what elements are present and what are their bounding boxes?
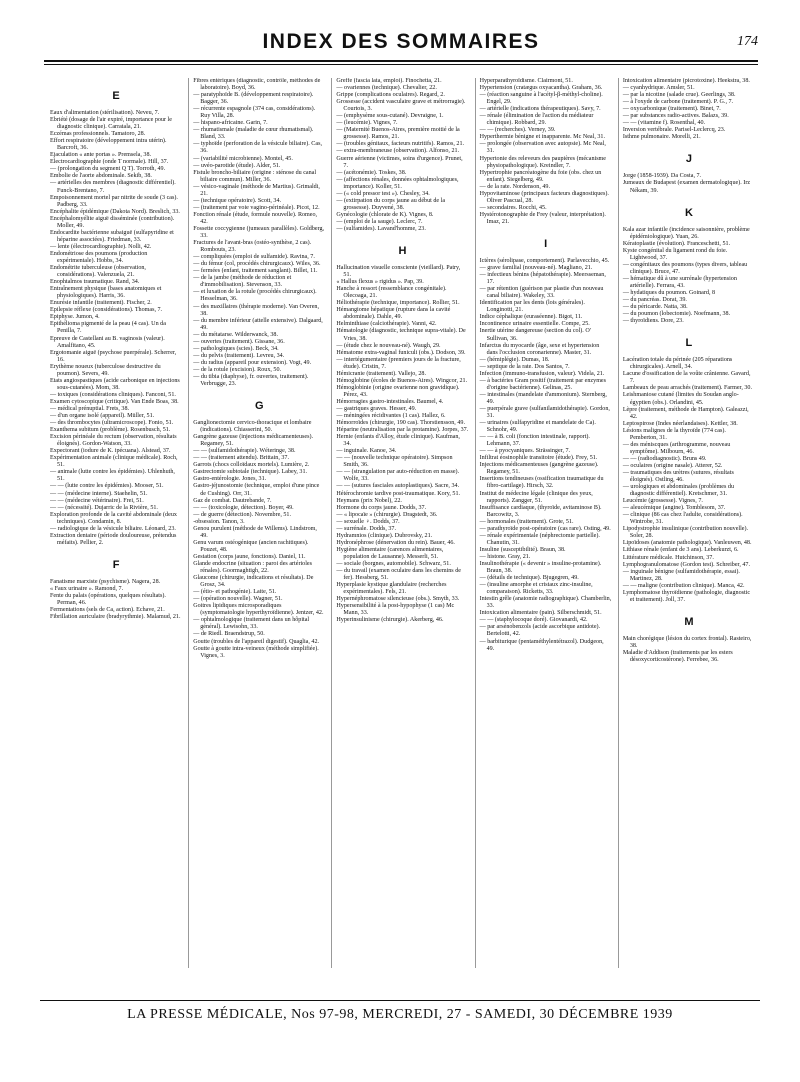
index-entry: — (Maternité Buenos-Aires, première moitié de la grossesse). Ramos, 21.: [336, 127, 460, 141]
index-entry: Expérimentation animale (clinique médicale). Roch, 51.: [50, 455, 178, 469]
index-entry: Jumeaux de Budapest (examen dermatologique). Irz Nékam, 39.: [622, 180, 751, 194]
section-letter: G: [255, 400, 264, 413]
index-entry: — puerpérale grave (sulfanilamidothérapie). Gordon, 31.: [479, 405, 610, 420]
index-entry: Fermentations (sels de Ca, action). Echave, 21.: [50, 607, 165, 614]
index-entry: — histone. Gray, 21.: [479, 553, 531, 560]
index-entry: — lente (électrocardiographie). Nolli, 42.: [50, 243, 152, 250]
index-entry: Heymans (prix Nobel), 22.: [336, 497, 402, 504]
index-entry: — congénitaux des poumons (types divers, tableau clinique). Bruce, 47.: [622, 261, 748, 275]
index-entry: — — (nouvelle technique opératoire). Simpson Smith, 36.: [336, 455, 453, 469]
index-entry: Gastro-entérologie. Jones, 31.: [193, 476, 267, 483]
header-rule-thin: [44, 64, 758, 65]
index-entry: Kala azar infantile (incidence saisonnière, problème épidémiologique). Yuan, 26.: [622, 226, 750, 240]
index-entry: Lithiase rénale (enfant de 3 ans). Leberkurzt, 6.: [622, 547, 739, 554]
index-entry: — du tibia (diaphyse), fr. ouvertes, traitement). Verbrugge, 23.: [193, 373, 309, 388]
index-entry: — (emploi de la sauge). Leclerc, 7.: [336, 218, 423, 225]
index-entry: Examen cytoscopique (critique). Van Ende Boas, 38.: [50, 398, 179, 405]
index-entry: Intoxication alimentaire (pain). Silberschmidt, 51.: [479, 610, 602, 617]
index-entry: — — (sutures fasciales autoplastiques). Sacre, 34.: [336, 483, 460, 490]
index-entry: Gastro-jéjunostomie (technique, emploi d'une pince de Cushing). Orr, 31.: [193, 483, 320, 497]
index-entry: Genu varum ostéogénique (ancien rachitiques). Pouzet, 48.: [193, 539, 309, 553]
index-entry: Endocardite bactérienne subaiguë (sulfapyridine et héparine associées). Friedman, 33.: [50, 229, 174, 243]
index-entry: Isthme pulmonaire. Morelli, 21.: [622, 134, 701, 141]
index-entry: — (« cold pressor test »). Chesley, 34.: [336, 190, 430, 197]
index-entry: — (traitement par voie vagino-périnéale). Picot, 12.: [193, 204, 320, 211]
index-entry: — inguinale bénigne (sulfamidothérapie, essai). Martinez, 28.: [622, 568, 740, 582]
index-entry: — — à B. coli (fonction intestinale, rapport). Lehmann, 37.: [479, 434, 590, 448]
index-entry: Epilepsie réflexe (considérations). Thomas, 7.: [50, 307, 163, 314]
section-letter: E: [112, 90, 120, 102]
index-entry: Lipoïdoses (anatomie pathologique). Vanleuwen, 48.: [622, 540, 752, 547]
index-entry: Intestin grêle (anatomie radiographique). Chamberlin, 33.: [479, 596, 612, 610]
index-entry: — hispano-africaine. Garin, 7.: [193, 120, 268, 127]
index-entry: — — (médecine interne). Staehelin, 51.: [50, 490, 148, 497]
index-entry: — par la nicotine (salade crue). Geerlings, 38.: [622, 92, 736, 99]
index-entry: — (acétonémie). Toskes, 38.: [336, 169, 407, 176]
index-entry: — clinique (86 cas chez l'adulte, considérations). Wintrobe, 31.: [622, 512, 743, 526]
index-entry: Lésions malignes de la thyroïde (774 cas). Pemberton, 31.: [622, 427, 726, 441]
index-column: [331, 78, 468, 968]
index-entry: — cyanhydrique. Amsler, 51.: [622, 85, 695, 92]
index-entry: Eaux d'alimentation (stérilisation). Neveu, 7.: [50, 110, 160, 116]
index-entry: Insertions tendineuses (ossification traumatique du fibro-cartilage). Hirsch, 32.: [479, 476, 604, 490]
index-entry: — (extirpation du corps jaune au début de la grossesse). Duyvené, 38.: [336, 197, 446, 211]
index-entry: — septique de la rate. Dos Santos, 7.: [479, 363, 570, 370]
index-columns: [50, 78, 755, 968]
index-entry: Epithélioma pigmenté de la peau (4 cas). Un da Penilla, 7.: [50, 321, 166, 335]
index-entry: — urologiques et abdominales (problèmes du diagnostic différentiel). Kretschmer, 31.: [622, 484, 734, 498]
index-entry: Goitres lipidiques microsporadiques (symptomatologie hyperthyroïdienne). Jentzer, 42.: [193, 603, 324, 617]
index-entry: Leptospirose (Indes néerlandaises). Kettler, 38.: [622, 420, 738, 427]
index-entry: — pathologiques (scies). Beck, 34.: [193, 345, 279, 352]
index-entry: — rénale expérimentale (néphrectomie partielle). Chanutin, 31.: [479, 532, 600, 546]
index-entry: Lacération totale du périnée (205 réparations chirurgicales). Arnell, 34.: [622, 357, 733, 371]
index-entry: — de la rate. Nordenson, 49.: [479, 183, 551, 190]
index-entry: — intestinales (mandelate d'ammonium). Sternberg, 49.: [479, 391, 607, 405]
index-entry: — du radius (appareil pour extension). Vogt, 49.: [193, 359, 312, 366]
index-entry: Hémicranie (traitement). Vallejo, 28.: [336, 370, 426, 377]
index-entry: — thyroïdiens. Dore, 23.: [622, 318, 684, 325]
index-entry: — oxycarbonique (traitement). Binet, 7.: [622, 106, 721, 113]
index-entry: Hystérotonographie de Frey (valeur, interprétation). Imaz, 21.: [479, 211, 606, 225]
index-entry: Glaucome (chirurgie, indications et résultats). De Grosz, 34.: [193, 575, 314, 589]
index-entry: — (troubles génitaux, facteurs nutritifs). Ramos, 21.: [336, 141, 465, 148]
index-entry: Hypertrophie pancréatogène du foie (obs. chez un enfant). Siegelberg, 49.: [479, 169, 602, 183]
index-entry: Hypernéphromatose silencieuse (obs.). Smyth, 33.: [336, 596, 460, 603]
index-entry: — à bactéries Gram positif (traitement par enzymes d'origine bactérienne). Gelinas, 25.: [479, 377, 607, 391]
index-entry: Enurésie infantile (traitement). Fischer, 2.: [50, 300, 152, 307]
index-entry: — fermées (enfant, traitement sanglant). Billet, 11.: [193, 268, 318, 275]
index-entry: — du poumon (lobectomie). Noefmann, 38.: [622, 311, 731, 318]
index-entry: Intoxication alimentaire (picrotoxine). Heekstra, 38.: [622, 78, 750, 84]
index-entry: — des méniscques (arthrogramme, nouveau symptôme). Milbourn, 46.: [622, 441, 731, 455]
index-entry: Ganglionectomie cervico-thoracique et lombaire (indications). Chiasserini, 50.: [193, 420, 312, 434]
index-entry: Ejaculation « ante portas ». Premsela, 38.: [50, 152, 152, 159]
index-entry: Infarctus du myocarde (âge, sexe et hypertension dans l'occlusion coronarienne). Master, 31.: [479, 342, 600, 356]
index-entry: Exanthema subitum (problème). Rosenbusch, 51.: [50, 427, 171, 434]
index-entry: — animale (lutte contre les épidémies). Uhlenhuth, 51.: [50, 469, 175, 483]
index-entry: Identification par les dents (lois générales). Longinotti, 21.: [479, 300, 585, 314]
index-entry: Fractures de l'avant-bras (ostéo-synthèse, 2 cas). Rombouts, 23.: [193, 240, 312, 254]
index-entry: — compliquées (emploi de sulfamide). Ravina, 7.: [193, 254, 315, 261]
index-entry: Encéphalite épidémique (Dakota Nord). Breslich, 33.: [50, 208, 180, 215]
index-entry: — typhoïde (perforation de la vésicule biliaire). Cas, 36.: [193, 141, 322, 155]
index-entry: Ebriété (dosage de l'air expiré, importance pour le diagnostic clinique). Carratala, 21.: [50, 117, 172, 131]
index-entry: — méningées récidivantes (1 cas). Hallez, 6.: [336, 413, 446, 420]
index-entry: — secondaires. Rocchi, 45.: [479, 204, 547, 211]
index-entry: Hernie (enfants d'Alloy, étude clinique). Kaufman, 34.: [336, 434, 460, 448]
index-entry: Hémorroïdes (chirurgie, 190 cas). Thorstiensson, 49.: [336, 420, 465, 427]
index-column: [188, 78, 325, 968]
section-letter: L: [685, 337, 693, 350]
index-entry: — récurrente espagnole (374 cas, considérations). Ruy Villa, 28.: [193, 106, 316, 120]
index-entry: Fanatisme marxiste (psychisme). Nagera, 28.: [50, 578, 161, 585]
index-entry: — extra-membraneuse (observation). Alfonso, 21.: [336, 148, 460, 155]
index-column: [618, 78, 755, 968]
index-entry: — du pelvis (traitement). Levreu, 34.: [193, 352, 285, 359]
index-entry: Lacune d'ossification de la voûte crânienne. Gavard, 7.: [622, 371, 751, 385]
index-entry: — de Riedl. Braendstrup, 50.: [193, 631, 265, 638]
index-entry: — (insuline amorphe et cristaux zinc-insuline, comparaison). Ricketts, 33.: [479, 582, 593, 596]
page-title: INDEX DES SOMMAIRES: [262, 30, 540, 53]
index-entry: Indice céphalique (euraséenne). Bigot, 11.: [479, 314, 583, 321]
index-entry: — artérielle (indications thérapeutiques). Savy, 7.: [479, 106, 601, 113]
section-letter: H: [398, 245, 407, 258]
index-entry: Hypertonie des releveurs des paupières (mécanisme physiopathologique). Kreindler, 7.: [479, 155, 607, 169]
index-entry: Fistule broncho-biliaire (origine : sténose du canal biliaire commun). Miller, 36.: [193, 169, 317, 183]
index-entry: Insuffisance cardiaque, (thyroïde, avitaminose B). Barcowitz, 3.: [479, 504, 602, 518]
index-entry: Incontinence urinaire essentielle. Compe, 25.: [479, 321, 590, 328]
index-entry: — « lipocaïe » (chirurgie). Dragstedt, 36.: [336, 511, 438, 518]
index-entry: Hyperplasie kystique glandulaire (recherches expérimentales). Fels, 21.: [336, 582, 447, 596]
index-entry: — — (strangulation par auto-réduction en masse). Wolfe, 33.: [336, 469, 460, 483]
index-entry: — — (toxicologie, détection). Boyer, 49.: [193, 504, 294, 511]
page-header: [44, 30, 758, 64]
index-column: [475, 78, 612, 968]
index-entry: Gaz de combat. Dautrebande, 7.: [193, 497, 272, 504]
index-entry: Hémorragies gastro-intestinales. Baumel, 4.: [336, 398, 444, 405]
index-entry: Kyste congénital du ligament rond du foie. Lightwood, 37.: [622, 247, 728, 261]
section-letter: K: [684, 206, 693, 219]
index-entry: — surrénale. Dodds, 37.: [336, 525, 396, 532]
index-entry: Jorge (1858-1939). Da Costa, 7.: [622, 173, 702, 180]
index-entry: — (sulfamides). Lavand'homme, 23.: [336, 225, 426, 232]
index-entry: — prolongée (observation avec autopsie). Mc Neal, 31.: [479, 141, 606, 155]
index-entry: — (prolongation du segment Q T). Torroth, 49.: [50, 166, 166, 173]
index-entry: Ergotomanie aiguë (psychose puerpérale). Scherrer, 16.: [50, 349, 177, 363]
index-entry: Grossesse (accident vasculaire grave et métrorragie). Courtois, 3.: [336, 99, 466, 113]
index-entry: — du pancréas. Dorat, 39.: [622, 297, 687, 304]
index-entry: — des maxillaires (thérapie moderne). Van Overen, 38.: [193, 303, 319, 317]
index-entry: Genou purulent (méthode de Willems). Lindstrom, 49.: [193, 525, 317, 539]
section-letter: I: [544, 237, 548, 250]
index-entry: — du péricarde. Natta, 38.: [622, 304, 688, 311]
index-entry: Gestation (corps jaune, fonctions). Daniel, 11.: [193, 553, 306, 560]
index-entry: Guerre aérienne (victimes, soins d'urgence). Prunet, 7.: [336, 155, 463, 169]
index-entry: — hydatiques du poumon. Goinard, 8: [622, 289, 716, 296]
index-entry: Epreuve de Castellani au B. vaginosis (valeur). Amalfitano, 45.: [50, 335, 165, 349]
index-entry: — — (lutte contre les épidémies). Mooser, 51.: [50, 483, 164, 490]
index-entry: Excision périnéale du rectum (observation, résultats éloignés). Gordon-Watson, 33.: [50, 434, 177, 448]
index-entry: — de la rotule (excision). Roux, 50.: [193, 366, 282, 373]
index-entry: Lipodystrophie insulinique (contribution nouvelle). Soler, 28.: [622, 526, 749, 540]
index-entry: Etats angiospastiques (acide carbonique en injections sous-cutanées). Mom, 38.: [50, 377, 180, 391]
index-entry: Grippe (complications oculaires). Regard, 2.: [336, 92, 445, 99]
index-entry: — rhumatismale (maladie de cœur rhumatismal). Bland, 33.: [193, 127, 314, 141]
index-entry: — ophtalmologique (traitement dans un hôpital général). Lewisohn, 33.: [193, 617, 310, 631]
index-entry: Epiphyse. Jumon, 4.: [50, 314, 100, 321]
index-entry: — (opération nouvelle). Wagner, 51.: [193, 596, 283, 603]
index-entry: Goutte (troubles de l'appareil digestif). Quaglia, 42.: [193, 638, 320, 645]
index-entry: — traumatiques des urètres (sutures, résultats éloignés). Ostling, 46.: [622, 469, 734, 484]
index-entry: Electrocardiographie (onde T normale). Hill, 37.: [50, 159, 169, 166]
index-entry: — inguinale. Kanoe, 34.: [336, 448, 397, 455]
index-entry: Hypovitaminose (principaux facteurs diagnostiques). Oliver Pascual, 28.: [479, 190, 609, 204]
index-entry: — et luxation de la rotule (procédés chirurgicaux). Hesselman, 36.: [193, 289, 317, 303]
page-footer: [40, 1000, 760, 1023]
index-entry: Exploration profonde de la cavité abdominale (deux techniques). Condamin, 8.: [50, 511, 177, 525]
footer-journal-line: LA PRESSE MÉDICALE, Nos 97-98, MERCREDI, 27 - SAMEDI, 30 DÉCEMBRE 1939: [127, 1007, 673, 1022]
index-entry: — (leucémie). Vignes, 7.: [336, 120, 398, 127]
index-entry: Infiltrat éosinophile transitoire (étude). Frey, 51.: [479, 455, 598, 462]
index-entry: Lambeaux de peau arrachés (traitement). Farmer, 30.: [622, 385, 752, 392]
index-entry: -obsession. Tanon, 3.: [193, 518, 245, 525]
index-entry: Embolie de l'aorte abdominale. Sekib, 38.: [50, 173, 152, 180]
index-entry: — aleucémique (angine). Tomblesom, 37.: [622, 505, 726, 512]
index-entry: — (étio- et pathogénie). Laite, 51.: [193, 589, 277, 596]
index-entry: Hydramnios (clinique). Dubrovsky, 21.: [336, 532, 433, 539]
index-entry: Extraction dentaire (période douloureuse, prétendus méfaits). Pellier, 2.: [50, 532, 177, 546]
index-column: [50, 78, 182, 968]
index-entry: — toxiques (considérations cliniques). Fanconi, 51.: [50, 391, 176, 398]
index-entry: — du fémur (col, procédés chirurgicaux). Wiles, 36.: [193, 261, 321, 268]
index-entry: Institut de médecine légale (clinique des yeux, rapports). Zangger, 51.: [479, 490, 593, 504]
header-rule: [44, 60, 758, 62]
index-entry: — médical prénuptial. Frets, 38.: [50, 405, 130, 412]
index-entry: Gangrène gazeuse (injections médicamenteuses). Regamey, 51.: [193, 434, 313, 448]
index-entry: — — (traitement attendu). Brittain, 37.: [193, 455, 289, 462]
index-entry: Hallucination visuelle consciente (vieillard). Patry, 51.: [336, 265, 461, 279]
index-entry: — parathyroïde post-opératoire (cas rare). Osting, 49.: [479, 525, 611, 532]
index-entry: « Hallus flexus » rigidus ». Pap, 39.: [336, 279, 424, 286]
index-entry: Gastrectomie subtotale (technique). Labey, 31.: [193, 469, 308, 476]
index-entry: Fibrillation auriculaire (bradyrythmie). Malamud, 21.: [50, 614, 181, 621]
index-entry: Erythème noueux (tuberculose destructive du poumon). Severs, 49.: [50, 363, 161, 377]
index-entry: Insuline (susceptibilité). Braun, 38.: [479, 546, 566, 553]
index-entry: — rénale (élimination de l'action du médiateur chimique). Robbard, 29.: [479, 113, 594, 127]
index-entry: Littérature médicale. Hutchinson, 37.: [622, 554, 714, 561]
index-entry: — sexuelle ♀. Dodds, 37.: [336, 518, 400, 525]
index-entry: Empoisonnement mortel par nitrite de soude (3 cas). Padberg, 33.: [50, 194, 178, 208]
index-entry: Leucémie (grossesse). Vignes, 7.: [622, 498, 703, 505]
index-entry: Goutte à goutte intra-veineux (méthode simplifiée). Vignes, 3.: [193, 645, 319, 659]
index-entry: — gastriques graves. Hesser, 49.: [336, 405, 417, 412]
index-entry: — — (staphylocoque doré). Giovanardi, 42.: [479, 617, 588, 624]
index-entry: Lymphomatose thyroïdienne (pathologie, diagnostic et traitement). Joll, 37.: [622, 589, 751, 603]
index-entry: — (détails de technique). Bjugegren, 49.: [479, 575, 579, 582]
index-entry: Entraînement physique (bases anatomiques et physiologiques). Harris, 36.: [50, 286, 162, 300]
index-entry: Leishmaniose cutané (limites du Soudan anglo-égyptien (obs.). Orlandini, 45.: [622, 392, 739, 406]
index-entry: Main chorégique (lésion du cortex frontal). Rasteiro, 38.: [622, 635, 752, 649]
index-entry: Hanche à ressort (ressemblance congénitale). Olecoaga, 21.: [336, 286, 447, 300]
index-entry: « Faux urinaire ». Ramond, 7.: [50, 585, 124, 592]
index-entry: — uvéo-parotide (étude). Alder, 51.: [193, 162, 281, 169]
index-entry: — barbiturique (pentaméthylentétrazol). Dudgeon, 49.: [479, 638, 604, 652]
index-entry: — artérielles des membres (diagnostic différentiel). Funck-Brentano, 7.: [50, 180, 176, 194]
index-entry: Kératoplastie (évolution). Franceschetti, 51.: [622, 240, 731, 247]
index-entry: — (emphysème sous-cutané). Devraigne, 1.: [336, 113, 444, 120]
index-entry: — — (sulfamidothérapie). Wéteringe, 38.: [193, 448, 296, 455]
index-entry: Hygiène alimentaire (carences alimentaires, population de Lausanne). Messerli, 51.: [336, 546, 444, 560]
index-entry: Enophtalmos traumatique. Rand, 34.: [50, 279, 140, 286]
index-entry: — grave familial (nouveau-né). Magliano, 21.: [479, 265, 593, 272]
index-entry: — du membre inférieur (attelle extensive). Dalgaard, 49.: [193, 317, 323, 331]
index-entry: — de la jambe (méthode de réduction et d'immobilisation). Stevenson, 33.: [193, 275, 292, 289]
index-entry: Insulinothérapie (« devenir » insuline-protamine). Braun, 38.: [479, 561, 602, 575]
index-entry: Inertie utérine dangereuse (section du col). O' Sullivan, 36.: [479, 328, 591, 342]
index-entry: Endométrite tuberculeuse (observation, considérations). Valenzuela, 21.: [50, 265, 146, 279]
index-entry: Helminthiase (calciothérapie). Vanni, 42.: [336, 321, 437, 328]
index-entry: Expectorant (iodure de K. ipécuana). Alstead, 37.: [50, 448, 171, 455]
index-entry: Hydronéphrose (dénervation du rein). Bauer, 46.: [336, 539, 455, 546]
index-entry: Hémoglobine (écoles de Buenos-Aires). Wingcor, 21.: [336, 377, 468, 384]
index-entry: — sociale (borgnes, automobile). Schwarz, 51.: [336, 561, 451, 567]
index-entry: — intertégumentaire (premiers jours de la fracture, étude). Cristin, 7.: [336, 356, 461, 370]
index-entry: — — (vitamine f). Rosenthal, 40.: [622, 120, 706, 127]
index-entry: Hypersensibilité à la post-hypophyse (1 cas) Mc Mann, 33.: [336, 603, 455, 617]
index-entry: — des thrombocytes (ultramicroscope). Fonio, 51.: [50, 420, 174, 427]
index-entry: Eczémas professionnels. Tamatoro, 28.: [50, 131, 146, 138]
index-entry: — du travail (examen oculaire dans les chemins de fer). Hessberg, 51.: [336, 568, 461, 582]
index-entry: Fonction rénale (étude, formule nouvelle). Romeo, 42.: [193, 211, 318, 225]
index-entry: Héliothérapie (technique, importance). Rollier, 51.: [336, 300, 460, 307]
index-entry: Héparine (neutralisation par la protamine). Jorpes, 37.: [336, 427, 469, 434]
index-entry: Lèpre (traitement, méthode de Hampton). Galeazzi, 42.: [622, 406, 749, 420]
index-entry: Hémoglobinie (origine ovarienne non gravidique). Pérez, 43.: [336, 384, 460, 398]
index-entry: Hétérochromie tardive post-traumatique. Kory, 51.: [336, 490, 461, 497]
index-entry: — à l'oxyde de carbone (traitement). P. G., 7.: [622, 99, 734, 106]
index-entry: Hormone du corps jaune. Dodds, 37.: [336, 504, 427, 511]
index-entry: — par substances radio-actives. Balazs, 39.: [622, 113, 729, 120]
section-letter: J: [685, 153, 692, 166]
section-letter: F: [112, 558, 120, 571]
index-entry: — — (médecine vétérinaire). Frei, 51.: [50, 497, 144, 504]
index-entry: Ictères (sérolipase, comportement). Parlavecchio, 45.: [479, 257, 610, 264]
index-entry: — urinaires (sulfapyridine et mandelate de Ca). Schnohr, 49.: [479, 420, 596, 434]
index-entry: — infectieux bénins (hépatothérapie). Meersseman, 17.: [479, 272, 606, 286]
index-entry: — du métatarse. Wilderwanck, 38.: [193, 331, 278, 338]
index-entry: — — (recherches). Verney, 39.: [479, 127, 556, 134]
index-entry: — (réaction sanguine à l'acétyl-β-méthyl-choline). Engel, 29.: [479, 92, 603, 106]
index-entry: — (hémiplégie). Dumas, 18.: [479, 356, 550, 363]
index-entry: Maladie d'Addison (traitements par les esters désoxycorticostérone). Ferrebee, 36.: [622, 649, 733, 663]
index-entry: — ovariennes (technique). Chevalier, 22.: [336, 85, 437, 92]
index-entry: — (affections rénales, données ophtalmologiques, importance). Koller, 51.: [336, 176, 459, 190]
index-entry: Hémangiome hépatique (rupture dans la cavité abdominale). Dahle, 49.: [336, 307, 451, 321]
index-entry: Encéphalomyélite aiguë disséminée (contribution). Moller, 49.: [50, 215, 175, 229]
index-entry: Fossette coccygienne (jumeaux parallèles). Goldberg, 33.: [193, 225, 325, 240]
index-entry: — — (radiodiagnostic). Bruns 49.: [622, 455, 707, 462]
index-entry: Greffe (fascia lata, emploi). Finochetta, 21.: [336, 78, 442, 84]
index-entry: Hyperinsulinisme (chirurgie). Akerberg, 46.: [336, 617, 444, 624]
index-entry: — ouvertes (traitement). Gissane, 36.: [193, 338, 285, 345]
index-entry: — vésico-vaginale (méthode de Martius). Grimaldi, 21.: [193, 183, 320, 197]
index-entry: — radiologique de la vésicule biliaire. Léonard, 23.: [50, 525, 176, 532]
index-entry: — (technique opératoire). Scott, 34.: [193, 197, 282, 204]
index-entry: Garrots (chocs colloïdaux mortels). Lumière, 2.: [193, 462, 310, 469]
index-entry: Effort respiratoire (développement intra utérin). Barcroft, 36.: [50, 138, 167, 152]
index-entry: — par rétention (guérison par plastie d'un nouveau canal biliaire). Wakeley, 33.: [479, 286, 604, 300]
index-entry: — — (nécessité). Dujarric de la Rivière, 51.: [50, 504, 158, 511]
index-entry: — de guerre (détection). Novembre, 51.: [193, 511, 292, 518]
index-entry: Glande endocrine (situation : paroi des artérioles rénales). Goormaghtigh, 22.: [193, 561, 312, 575]
index-entry: Hématome extra-vaginal funiculi (obs.). Dodson, 39.: [336, 349, 466, 356]
index-entry: — paratyphoïde B. (développement respiratoire). Bagger, 36.: [193, 92, 314, 106]
index-entry: — (variabilité microbienne). Montel, 45.: [193, 155, 293, 162]
index-entry: — (étude chez le nouveau-né). Waugh, 29.: [336, 342, 441, 349]
index-entry: Injections médicamenteuses (gangrène gazeuse). Regamey, 51.: [479, 462, 599, 476]
index-entry: Fente du palais (opérations, quelques résultats). Perman, 46.: [50, 593, 166, 607]
index-entry: Endométriose des poumons (production expérimentale). Hobbs, 34.: [50, 250, 148, 264]
index-entry: Hyperparathyroïdisme. Clairmont, 51.: [479, 78, 573, 84]
index-entry: Hématologie (diagnostic, technique supra-vitale). De Vries, 38.: [336, 328, 466, 342]
index-entry: — hématique dû à une surrénale (hypertension artérielle). Ferrara, 43.: [622, 275, 737, 289]
index-entry: Gynécologie (chlorate de K). Vignes, 8.: [336, 211, 434, 218]
index-entry: Fibres entériques (diagnostic, contrôle, méthodes de laboratoire). Boyd, 36.: [193, 78, 321, 92]
index-entry: Lymphogranulomatose (Gordon test). Schreiber, 47.: [622, 561, 751, 568]
index-entry: Hypertension (cratægus oxyacantha). Graham, 36.: [479, 85, 603, 92]
index-entry: — d'un organe isolé (appareil). Müller, 51.: [50, 413, 155, 420]
index-entry: — — maligne (contribution clinique). Manca, 42.: [622, 582, 745, 589]
index-entry: — hormonales (traitement). Grote, 51.: [479, 518, 574, 525]
section-letter: M: [684, 615, 694, 628]
index-entry: — — à pyocyaniques. Strässinger, 7.: [479, 448, 571, 455]
index-entry: — par arsénobenzols (acide ascorbique antidote). Bertelotti, 42.: [479, 624, 601, 638]
index-entry: Inversion vertébrale. Parisel-Leclercq, 23.: [622, 127, 726, 134]
index-entry: Infection (immuno-transfusion, valeur). Videla, 21.: [479, 370, 605, 377]
page-number: 174: [737, 34, 758, 49]
index-entry: — oculaires (origine nasale). Atterer, 52.: [622, 462, 723, 469]
index-entry: Hyperthermie bénigne et inapparente. Mc Neal, 31.: [479, 134, 605, 141]
